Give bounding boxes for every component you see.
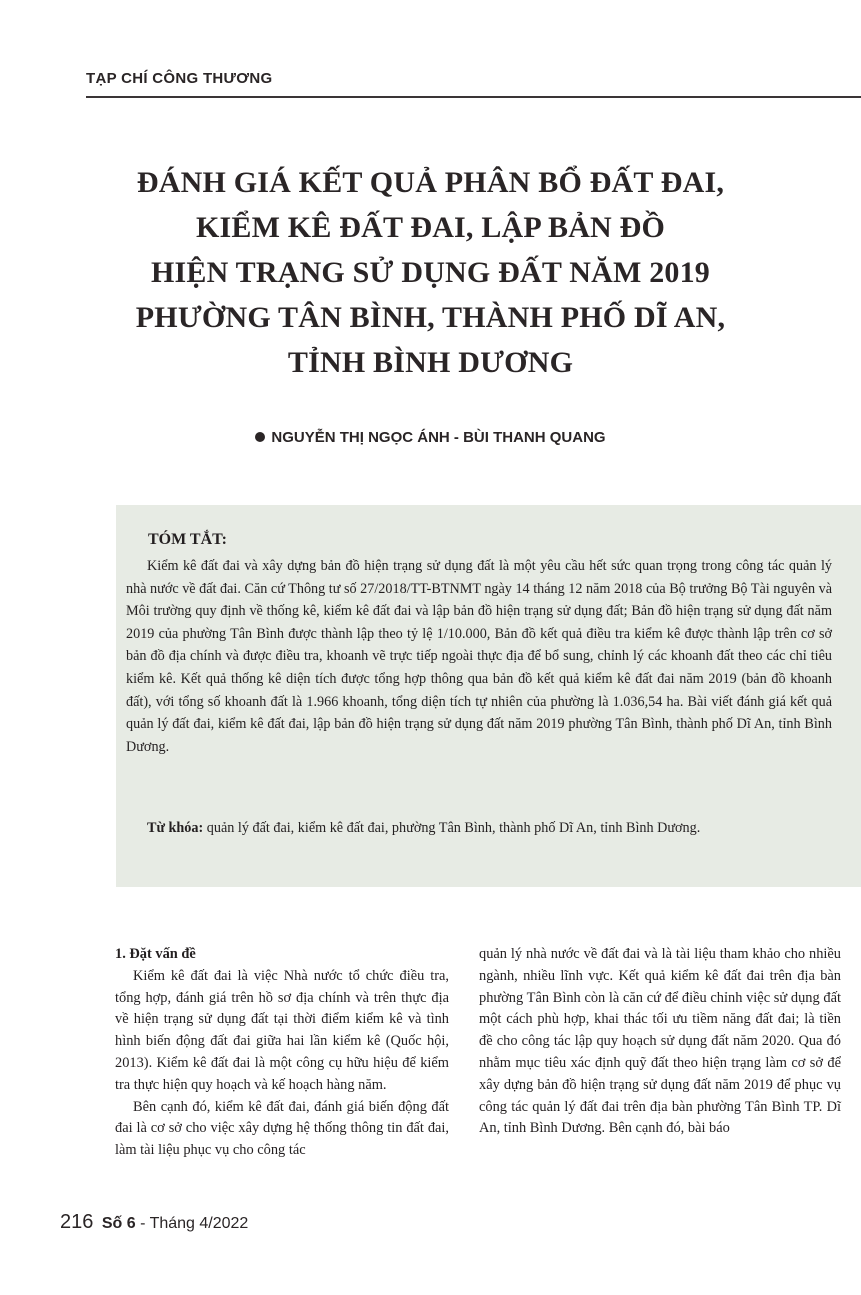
title-line: KIỂM KÊ ĐẤT ĐAI, LẬP BẢN ĐỒ xyxy=(195,211,666,244)
body-paragraph: Bên cạnh đó, kiểm kê đất đai, đánh giá biến động đất đai là cơ sở cho việc xây dựng hệ thống thông tin đất đai, làm tài liệu phục vụ cho công tác xyxy=(115,1098,449,1159)
body-paragraph: Kiểm kê đất đai là việc Nhà nước tổ chức điều tra, tổng hợp, đánh giá trên hồ sơ địa chính và trên thực địa về hiện trạng sử dụng đất tại thời điểm kiểm kê và tình hình biến động đất đai giữa hai lần kiểm kê (Quốc hội, 2013). Kiểm kê đất đai là một công cụ hữu hiệu để kiểm tra thực hiện quy hoạch và kế hoạch hàng năm. xyxy=(115,967,449,1093)
body-paragraph: quản lý nhà nước về đất đai và là tài liệu tham khảo cho nhiều ngành, nhiều lĩnh vực. Kết quả kiểm kê đất đai trên địa bàn phường Tân Bình còn là căn cứ để điều chỉnh việc sử dụng đất một cách phù hợp, khai thác tối ưu tiềm năng đất đai; là tiền đề cho công tác lập quy hoạch sử dụng đất năm 2020. Qua đó nhằm mục tiêu xác định quỹ đất theo hiện trạng làm cơ sở để xây dựng bản đồ hiện trạng sử dụng đất năm 2019 để phục vụ công tác quản lý đất đai trên địa bàn phường Tân Bình TP. Dĩ An, tỉnh Bình Dương. Bên cạnh đó, bài báo xyxy=(479,946,841,1137)
title-line: HIỆN TRẠNG SỬ DỤNG ĐẤT NĂM 2019 xyxy=(150,256,711,289)
title-line: PHƯỜNG TÂN BÌNH, THÀNH PHỐ DĨ AN, xyxy=(135,301,726,334)
header-rule xyxy=(86,96,861,98)
keywords-label: Từ khóa: xyxy=(147,820,204,836)
issue-date: - Tháng 4/2022 xyxy=(140,1215,249,1232)
author-names: NGUYỄN THỊ NGỌC ÁNH - BÙI THANH QUANG xyxy=(271,429,606,446)
title-line: ĐÁNH GIÁ KẾT QUẢ PHÂN BỔ ĐẤT ĐAI, xyxy=(136,166,725,199)
keywords xyxy=(126,817,832,840)
keywords-text: quản lý đất đai, kiểm kê đất đai, phường Tân Bình, thành phố Dĩ An, tỉnh Bình Dương. xyxy=(206,820,701,836)
title-line: TỈNH BÌNH DƯƠNG xyxy=(287,346,574,379)
page-number: 216 xyxy=(60,1211,94,1233)
article-title xyxy=(60,160,801,385)
abstract-text: Kiểm kê đất đai và xây dựng bản đồ hiện trạng sử dụng đất là một yêu cầu hết sức quan trọng trong công tác quản lý nhà nước về đất đai. Căn cứ Thông tư số 27/2018/TT-BTNMT ngày 14 tháng 12 năm 2018 của Bộ trưởng Bộ Tài nguyên và Môi trường quy định về thống kê, kiểm kê đất đai và lập bản đồ hiện trạng sử dụng đất; Bản đồ hiện trạng sử dụng đất năm 2019 của phường Tân Bình được thành lập theo tỷ lệ 1/10.000, Bản đồ kết quả điều tra kiểm kê được thành lập trên cơ sở bản đồ địa chính và được điều tra, khoanh vẽ trực tiếp ngoài thực địa để bổ sung, chỉnh lý các khoanh đất theo các chỉ tiêu kiểm kê. Kết quả thống kê diện tích được tổng hợp thông qua bản đồ kết quả kiểm kê đất đai năm 2019 (bản đồ khoanh đất), với tổng số khoanh đất là 1.966 khoanh, tổng diện tích tự nhiên của phường là 1.036,54 ha. Bài viết đánh giá kết quả quản lý đất đai, kiểm kê đất đai, lập bản đồ hiện trạng sử dụng đất năm 2019 phường Tân Bình, thành phố Dĩ An, tỉnh Bình Dương. xyxy=(126,558,832,755)
bullet-icon xyxy=(255,432,265,442)
body-column-right xyxy=(479,944,841,1140)
page-footer xyxy=(60,1211,248,1234)
section-heading: 1. Đặt vấn đề xyxy=(115,946,196,962)
journal-name: TẠP CHÍ CÔNG THƯƠNG xyxy=(86,70,273,87)
abstract-heading: TÓM TẮT: xyxy=(148,531,227,548)
authors xyxy=(0,429,861,446)
body-column-left xyxy=(115,944,449,1162)
issue-number: Số 6 xyxy=(101,1215,136,1232)
